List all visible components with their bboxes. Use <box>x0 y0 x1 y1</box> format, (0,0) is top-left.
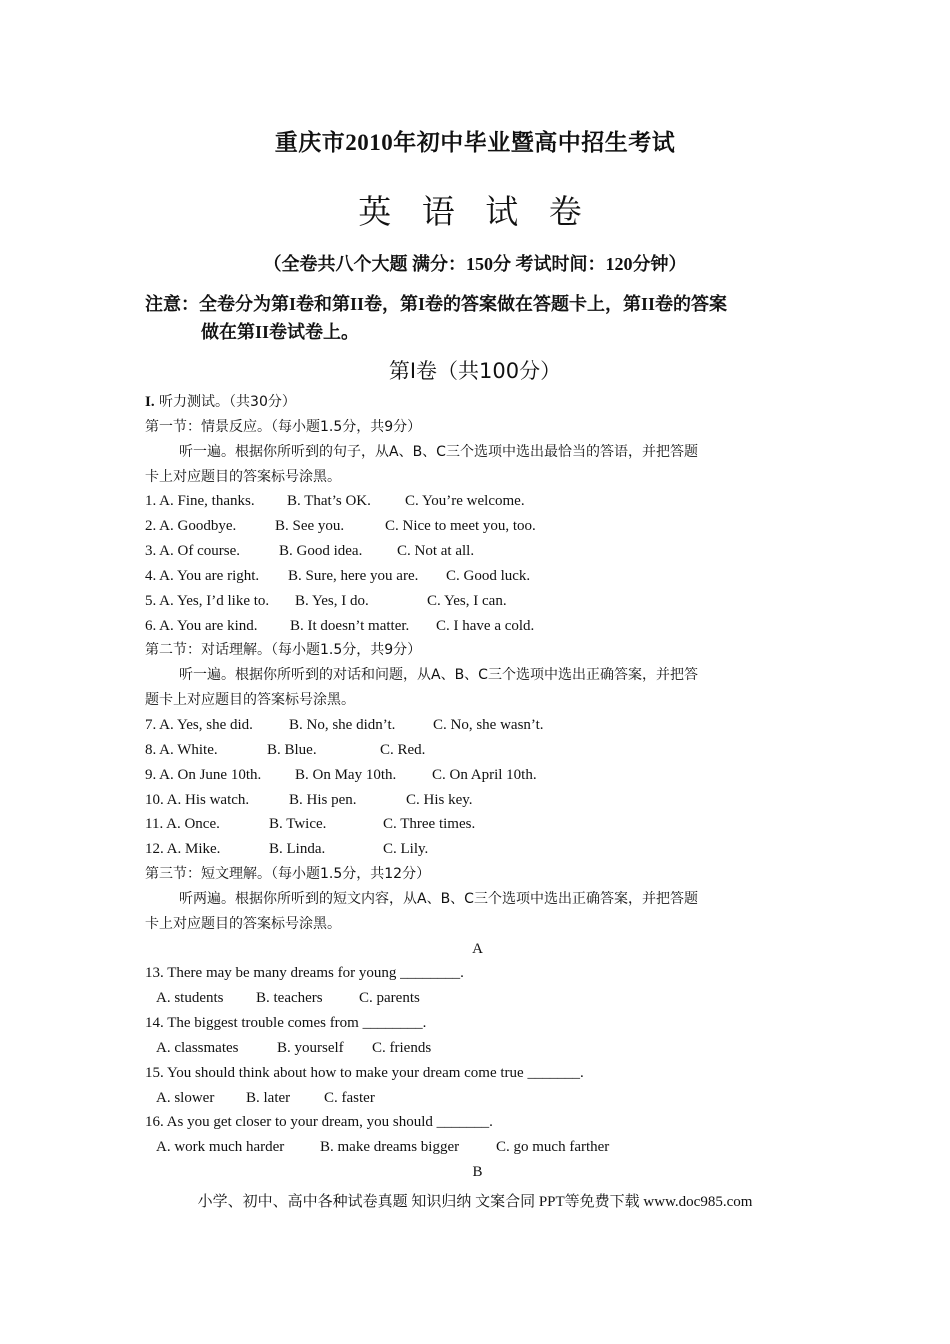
question-options <box>145 1036 810 1061</box>
question-stem: 15. You should think about how to make your dream come true _______. <box>145 1064 584 1081</box>
question-option-a: A. slower <box>156 1089 215 1106</box>
question-options <box>145 1135 810 1160</box>
question-row <box>145 713 810 738</box>
listening-title-text: 听力测试。（共30分） <box>154 394 296 410</box>
question-option-c: C. faster <box>324 1089 375 1106</box>
question-option-b: B. That’s OK. <box>287 493 371 510</box>
notice-line-1: 注意：全卷分为第I卷和第II卷，第I卷的答案做在答题卡上，第II卷的答案 <box>145 294 728 314</box>
question-row <box>145 489 810 514</box>
question-option-c: C. No, she wasn’t. <box>433 716 544 733</box>
question-option-c: C. I have a cold. <box>436 617 535 634</box>
listening-number: I. <box>145 394 155 410</box>
question-option-a: A. classmates <box>156 1039 239 1056</box>
question-options <box>145 986 810 1011</box>
question-row <box>145 614 810 639</box>
question-stem: 16. As you get closer to your dream, you should _______. <box>145 1114 493 1131</box>
section3-items <box>145 961 810 1160</box>
question-option-a: 9. A. On June 10th. <box>145 766 262 783</box>
question-option-a: A. students <box>156 990 224 1007</box>
question-option-a: 11. A. Once. <box>145 816 220 833</box>
question-row <box>145 788 810 813</box>
question-stem: 13. There may be many dreams for young ________. <box>145 965 464 982</box>
notice-line-2: 做在第II卷试卷上。 <box>201 322 360 342</box>
question-option-b: B. Twice. <box>269 816 327 833</box>
question-option-b: B. yourself <box>277 1039 344 1056</box>
question-option-c: C. His key. <box>406 791 473 808</box>
question-option-b: B. On May 10th. <box>295 766 397 783</box>
question-row <box>145 589 810 614</box>
question-option-c: C. go much farther <box>496 1139 610 1156</box>
section1-instruction-1: 听一遍。根据你所听到的句子，从A、B、C三个选项中选出最恰当的答语，并把答题 <box>179 443 698 460</box>
question-row <box>145 539 810 564</box>
subject-title: 英 语 试 卷 <box>358 192 592 231</box>
question-option-c: C. friends <box>372 1039 432 1056</box>
passage-b-label: B <box>472 1164 483 1181</box>
question-row <box>145 812 810 837</box>
question-option-b: B. make dreams bigger <box>320 1139 460 1156</box>
question-row <box>145 564 810 589</box>
question-option-a: 8. A. White. <box>145 741 218 758</box>
question-option-c: C. parents <box>359 990 420 1007</box>
footer-text: 小学、初中、高中各种试卷真题 知识归纳 文案合同 PPT等免费下载 www.doc985.com <box>197 1194 753 1210</box>
exam-info: （全卷共八个大题 满分：150分 考试时间：120分钟） <box>263 254 687 274</box>
question-option-c: C. Yes, I can. <box>427 592 507 609</box>
listening-title <box>145 390 810 415</box>
section3-instruction-1: 听两遍。根据你所听到的短文内容，从A、B、C三个选项中选出正确答案，并把答题 <box>179 890 698 907</box>
question-option-b: B. Good idea. <box>279 543 363 560</box>
section1-title: 第一节：情景反应。（每小题1.5分，共9分） <box>145 418 422 435</box>
question-option-a: 10. A. His watch. <box>145 791 250 808</box>
section1-instruction-2: 卡上对应题目的答案标号涂黑。 <box>145 468 341 485</box>
part-heading: 第Ⅰ卷（共100分） <box>388 359 562 383</box>
section2-title: 第二节：对话理解。（每小题1.5分，共9分） <box>145 642 422 659</box>
question-option-b: B. His pen. <box>289 791 357 808</box>
question-option-c: C. Nice to meet you, too. <box>385 518 536 535</box>
section2-items <box>145 713 810 862</box>
question-option-a: A. work much harder <box>156 1139 285 1156</box>
question-option-a: 12. A. Mike. <box>145 841 221 858</box>
question-option-a: 6. A. You are kind. <box>145 617 258 634</box>
notice-block <box>145 290 815 346</box>
question-options <box>145 1086 810 1111</box>
question-option-c: C. Red. <box>380 741 426 758</box>
question-option-a: 4. A. You are right. <box>145 567 260 584</box>
question-stem: 14. The biggest trouble comes from ________. <box>145 1015 427 1032</box>
question-row <box>145 514 810 539</box>
section2-instruction-1: 听一遍。根据你所听到的对话和问题，从A、B、C三个选项中选出正确答案，并把答 <box>179 667 698 684</box>
question-option-b: B. teachers <box>256 990 323 1007</box>
question-option-c: C. Lily. <box>383 841 429 858</box>
question-row <box>145 837 810 862</box>
exam-title: 重庆市2010年初中毕业暨高中招生考试 <box>274 130 676 155</box>
section2-instruction-2: 题卡上对应题目的答案标号涂黑。 <box>145 692 355 709</box>
passage-a-label: A <box>472 940 483 957</box>
question-option-c: C. Good luck. <box>446 567 531 584</box>
section3-instruction-2: 卡上对应题目的答案标号涂黑。 <box>145 915 341 932</box>
question-row <box>145 763 810 788</box>
question-option-b: B. Sure, here you are. <box>288 567 419 584</box>
question-option-b: B. It doesn’t matter. <box>290 617 410 634</box>
question-option-a: 1. A. Fine, thanks. <box>145 493 255 510</box>
question-option-a: 3. A. Of course. <box>145 543 240 560</box>
question-option-b: B. See you. <box>275 518 345 535</box>
question-option-a: 7. A. Yes, she did. <box>145 716 253 733</box>
question-option-c: C. You’re welcome. <box>405 493 525 510</box>
question-row <box>145 738 810 763</box>
question-option-b: B. Blue. <box>267 741 317 758</box>
question-option-a: 2. A. Goodbye. <box>145 518 237 535</box>
question-option-b: B. No, she didn’t. <box>289 716 396 733</box>
question-option-b: B. Yes, I do. <box>295 592 369 609</box>
section3-title: 第三节：短文理解。（每小题1.5分，共12分） <box>145 866 431 883</box>
question-option-b: B. Linda. <box>269 841 326 858</box>
section1-items <box>145 489 810 638</box>
listening-section <box>145 390 810 1185</box>
question-option-b: B. later <box>246 1089 291 1106</box>
question-option-c: C. Three times. <box>383 816 476 833</box>
question-option-c: C. Not at all. <box>397 543 475 560</box>
question-option-c: C. On April 10th. <box>432 766 537 783</box>
question-option-a: 5. A. Yes, I’d like to. <box>145 592 270 609</box>
